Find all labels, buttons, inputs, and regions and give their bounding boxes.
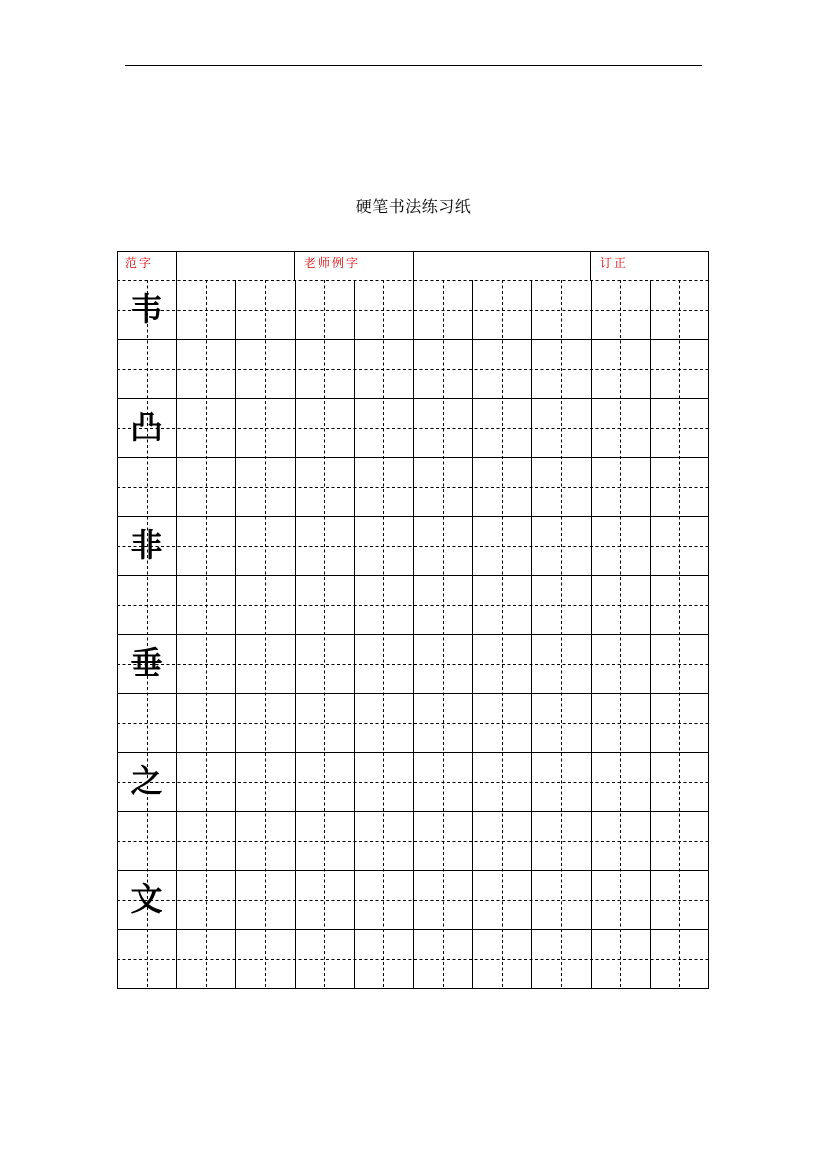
page-title: 硬笔书法练习纸 — [355, 197, 472, 216]
top-rule — [125, 65, 702, 66]
model-char-1: 韦 — [130, 290, 163, 328]
model-char-2: 凸 — [130, 408, 163, 446]
practice-grid — [117, 251, 709, 989]
header-fix-label: 订正 — [600, 256, 629, 270]
header-teacher-label: 老师例字 — [304, 256, 361, 270]
model-char-3: 非 — [130, 526, 163, 564]
model-char-5: 之 — [130, 762, 163, 800]
header-fan-label: 范字 — [125, 256, 154, 270]
model-char-6: 文 — [130, 880, 163, 918]
model-char-4: 垂 — [130, 644, 163, 682]
practice-sheet — [117, 251, 709, 989]
